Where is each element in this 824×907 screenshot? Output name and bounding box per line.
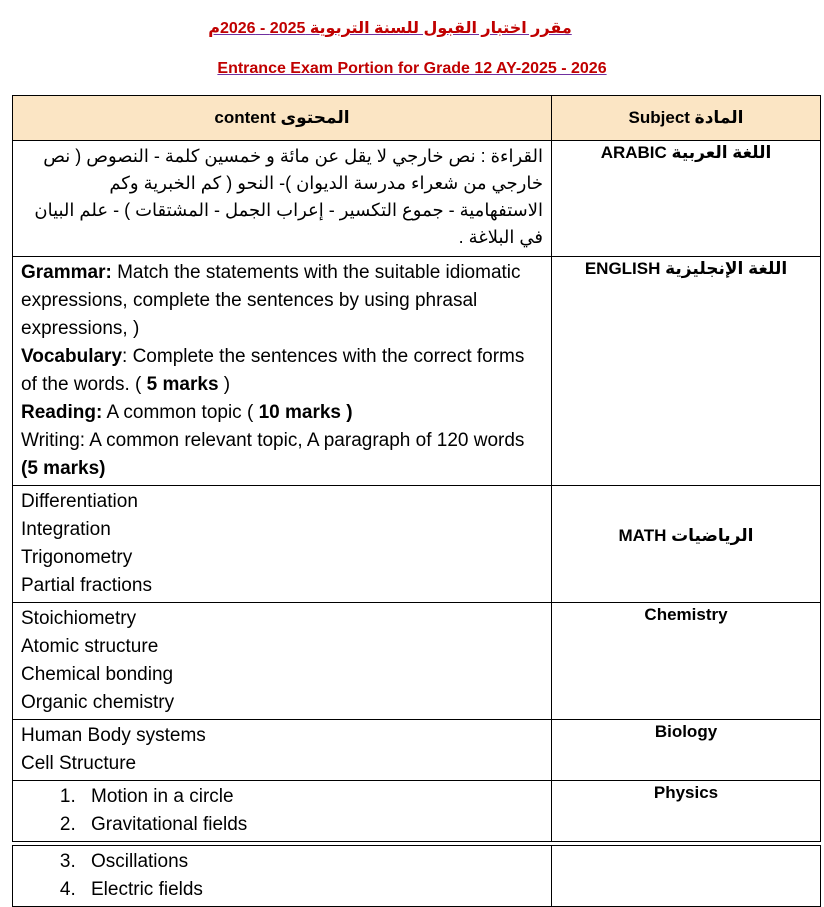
english-writing: Writing: A common relevant topic, A paragraph of 120 words (5 marks) — [21, 430, 525, 479]
subject-english: اللغة الإنجليزية ENGLISH — [552, 257, 821, 486]
table-row-math — [13, 486, 821, 603]
subject-physics: Physics — [552, 781, 821, 842]
list-item: Human Body systems — [21, 725, 206, 746]
subject-arabic: اللغة العربية ARABIC — [552, 141, 821, 257]
table-row-physics — [13, 781, 821, 842]
list-item: Chemical bonding — [21, 664, 174, 685]
list-item: Cell Structure — [21, 753, 137, 774]
list-item: Trigonometry — [21, 547, 133, 568]
table-row-english — [13, 257, 821, 486]
table-row-physics-continued — [13, 846, 821, 907]
table-header-row — [13, 96, 821, 141]
english-vocabulary: Vocabulary: Complete the sentences with the correct forms of the words. ( 5 marks ) — [21, 346, 525, 395]
chemistry-content — [13, 603, 552, 720]
table-row-biology — [13, 720, 821, 781]
column-header-subject: Subject المادة — [552, 96, 821, 141]
math-content — [13, 486, 552, 603]
title-english: Entrance Exam Portion for Grade 12 AY-2025 - 2026 — [217, 60, 607, 77]
list-item: Differentiation — [21, 491, 138, 512]
physics-topic-list — [21, 783, 543, 839]
biology-content — [13, 720, 552, 781]
physics-content-continued — [13, 846, 552, 907]
physics-topic-list-continued — [21, 848, 543, 904]
list-item: Integration — [21, 519, 111, 540]
list-item: 4. Electric fields — [81, 876, 543, 904]
column-header-content: content المحتوى — [13, 96, 552, 141]
physics-content — [13, 781, 552, 842]
exam-portion-table — [12, 95, 821, 907]
table-row-arabic — [13, 141, 821, 257]
list-item: 1. Motion in a circle — [81, 783, 543, 811]
title-arabic: مقرر اختبار القبول للسنة التربوية 2025 - 2026م — [208, 20, 572, 37]
english-reading: Reading: A common topic ( 10 marks ) — [21, 402, 353, 423]
list-item: 2. Gravitational fields — [81, 811, 543, 839]
subject-chemistry: Chemistry — [552, 603, 821, 720]
subject-math: الرياضيات MATH — [552, 486, 821, 603]
subject-empty — [552, 846, 821, 907]
english-content — [13, 257, 552, 486]
list-item: Stoichiometry — [21, 608, 137, 629]
english-grammar: Grammar: Match the statements with the suitable idiomatic expressions, complete the sentences by using phrasal expressions, ) — [21, 262, 521, 339]
table-row-chemistry — [13, 603, 821, 720]
arabic-content: القراءة : نص خارجي لا يقل عن مائة و خمسين كلمة - النصوص ( نص خارجي من شعراء مدرسة الديوان )- النحو ( كم الخبرية وكم الاستفهامية - جموع التكسير - إعراب الجمل - المشتقات ) - علم البيان في البلاغة . — [13, 141, 552, 257]
subject-biology: Biology — [552, 720, 821, 781]
list-item: Organic chemistry — [21, 692, 175, 713]
list-item: Partial fractions — [21, 575, 152, 596]
list-item: Atomic structure — [21, 636, 159, 657]
list-item: 3. Oscillations — [81, 848, 543, 876]
